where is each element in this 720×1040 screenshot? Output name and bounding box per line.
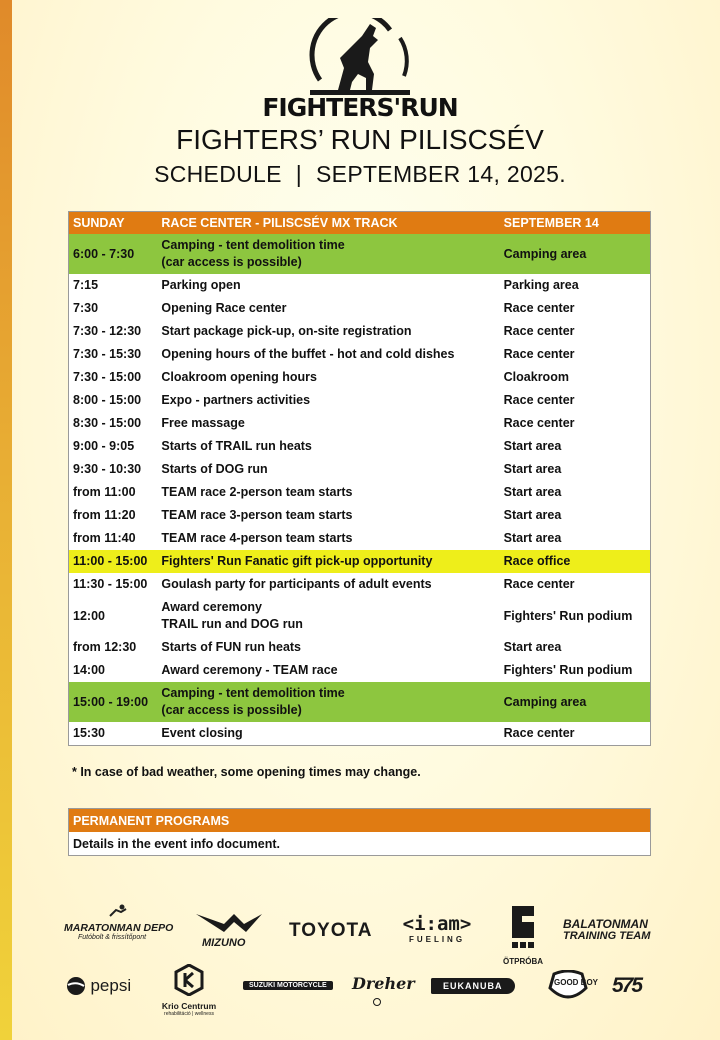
row-event: Award ceremony - TEAM race xyxy=(161,663,338,677)
suzuki-motorcycle-logo: SUZUKI MOTORCYCLE xyxy=(243,981,333,990)
permanent-text: Details in the event info document. xyxy=(73,836,280,851)
row-place: Race center xyxy=(503,577,575,591)
subtitle-separator: | xyxy=(295,161,303,187)
row-event: Starts of FUN run heats xyxy=(161,640,302,654)
subtitle-schedule: SCHEDULE xyxy=(154,161,282,187)
575-logo: 575 xyxy=(612,974,642,997)
row-event: Goulash party for participants of adult events xyxy=(161,577,432,591)
table-row xyxy=(69,636,651,659)
otproba-five-icon xyxy=(508,904,538,952)
row-event: Camping - tent demolition time (car access is possible) xyxy=(157,234,499,274)
table-row xyxy=(69,722,651,746)
row-event: Parking open xyxy=(161,278,241,292)
permanent-programs-table xyxy=(68,808,651,856)
dreher-crest-icon xyxy=(370,998,384,1006)
row-time: 15:00 - 19:00 xyxy=(69,682,158,722)
row-event: Starts of TRAIL run heats xyxy=(161,439,312,453)
maratonman-logo: MARATONMAN DEPO Futóbolt & frissítőpont xyxy=(64,910,172,941)
row-time: from 11:00 xyxy=(73,485,136,499)
row-time: 11:30 - 15:00 xyxy=(73,577,148,591)
row-time: 8:00 - 15:00 xyxy=(73,393,142,407)
row-time: 11:00 - 15:00 xyxy=(69,550,158,573)
row-place: Camping area xyxy=(500,682,651,722)
row-place: Start area xyxy=(503,462,562,476)
row-event: Cloakroom opening hours xyxy=(161,370,317,384)
good-boy-logo: GOOD BOY xyxy=(548,970,588,1009)
table-row xyxy=(69,550,651,573)
row-time: from 11:40 xyxy=(73,531,136,545)
row-place: Start area xyxy=(503,439,562,453)
row-place: Camping area xyxy=(500,234,651,274)
row-time: 9:30 - 10:30 xyxy=(73,462,142,476)
mizuno-runbird-icon xyxy=(194,912,264,934)
row-time: 14:00 xyxy=(73,663,105,677)
runner-icon xyxy=(108,904,128,918)
table-row xyxy=(69,366,651,389)
row-time: 9:00 - 9:05 xyxy=(73,439,135,453)
row-event: Opening Race center xyxy=(161,301,287,315)
schedule-header-row xyxy=(69,212,651,235)
table-row xyxy=(69,412,651,435)
table-row xyxy=(69,297,651,320)
row-time: 12:00 xyxy=(73,608,105,623)
row-time: 8:30 - 15:00 xyxy=(73,416,142,430)
table-row xyxy=(69,504,651,527)
row-place: Start area xyxy=(503,640,562,654)
table-row xyxy=(69,596,651,636)
dreher-logo: Dreher xyxy=(352,968,402,1011)
table-row xyxy=(69,659,651,682)
krio-centrum-logo: Krio Centrum rehabilitáció | wellness xyxy=(158,964,220,1017)
table-row xyxy=(69,527,651,550)
page-title: FIGHTERS’ RUN PILISCSÉV xyxy=(176,124,544,155)
row-place: Race center xyxy=(503,301,575,315)
row-place: Race office xyxy=(500,550,651,573)
table-row xyxy=(69,573,651,596)
header-day: SUNDAY xyxy=(69,212,158,235)
subtitle-date: SEPTEMBER 14, 2025. xyxy=(316,161,566,187)
brand-wordmark: FIGHTERS'RUN xyxy=(262,93,458,122)
row-place: Race center xyxy=(503,347,575,361)
row-event: Start package pick-up, on-site registration xyxy=(161,324,412,338)
row-event: Event closing xyxy=(161,726,243,740)
table-row xyxy=(69,458,651,481)
krio-k-icon xyxy=(174,964,204,996)
table-row xyxy=(69,435,651,458)
iam-fueling-logo: <i:am> FUELING xyxy=(402,913,472,944)
row-event: Camping - tent demolition time (car access is possible) xyxy=(157,682,499,722)
row-event: TEAM race 3-person team starts xyxy=(161,508,353,522)
pepsi-logo: pepsi xyxy=(66,976,131,996)
page-subtitle xyxy=(0,161,720,188)
row-place: Parking area xyxy=(503,278,579,292)
table-row xyxy=(69,274,651,297)
row-time: from 12:30 xyxy=(73,640,137,654)
row-place: Start area xyxy=(503,508,562,522)
left-accent-bar xyxy=(0,0,12,1040)
table-row xyxy=(69,682,651,722)
mizuno-logo: MIZUNO xyxy=(194,912,266,949)
row-time: from 11:20 xyxy=(73,508,136,522)
pepsi-globe-icon xyxy=(66,976,86,996)
row-event: Starts of DOG run xyxy=(161,462,268,476)
permanent-header: PERMANENT PROGRAMS xyxy=(69,809,651,833)
row-time: 7:30 - 15:30 xyxy=(73,347,142,361)
row-event: Opening hours of the buffet - hot and cold dishes xyxy=(161,347,455,361)
table-row xyxy=(69,389,651,412)
header-date: SEPTEMBER 14 xyxy=(500,212,651,235)
eukanuba-logo: EUKANUBA xyxy=(431,978,515,994)
row-place: Race center xyxy=(503,416,575,430)
row-event: Free massage xyxy=(161,416,245,430)
row-event: Expo - partners activities xyxy=(161,393,311,407)
row-event: Award ceremony TRAIL run and DOG run xyxy=(161,600,303,631)
row-time: 7:15 xyxy=(73,278,99,292)
weather-note: * In case of bad weather, some opening times may change. xyxy=(72,765,421,779)
row-time: 7:30 - 15:00 xyxy=(73,370,142,384)
row-place: Start area xyxy=(503,485,562,499)
good-boy-badge-icon xyxy=(548,970,588,1004)
balatonman-logo: BALATONMAN TRAINING TEAM xyxy=(563,917,651,942)
row-event: Fighters' Run Fanatic gift pick-up opportunity xyxy=(157,550,499,573)
row-place: Cloakroom xyxy=(503,370,569,384)
row-place: Race center xyxy=(503,726,575,740)
row-place: Fighters' Run podium xyxy=(503,608,633,623)
toyota-logo: TOYOTA xyxy=(289,920,373,941)
row-time: 7:30 xyxy=(73,301,99,315)
table-row xyxy=(69,320,651,343)
row-event: TEAM race 2-person team starts xyxy=(161,485,353,499)
permanent-row xyxy=(69,832,651,856)
row-place: Start area xyxy=(503,531,562,545)
table-row xyxy=(69,343,651,366)
schedule-table xyxy=(68,211,651,746)
row-time: 7:30 - 12:30 xyxy=(73,324,142,338)
otproba-logo: ÖTPRÓBA xyxy=(503,904,543,966)
header-location: RACE CENTER - PILISCSÉV MX TRACK xyxy=(157,212,499,235)
row-place: Fighters' Run podium xyxy=(503,663,633,677)
table-row xyxy=(69,234,651,274)
row-time: 6:00 - 7:30 xyxy=(69,234,158,274)
row-place: Race center xyxy=(503,324,575,338)
row-event: TEAM race 4-person team starts xyxy=(161,531,353,545)
row-place: Race center xyxy=(503,393,575,407)
permanent-header-row xyxy=(69,809,651,833)
table-row xyxy=(69,481,651,504)
row-time: 15:30 xyxy=(73,726,105,740)
